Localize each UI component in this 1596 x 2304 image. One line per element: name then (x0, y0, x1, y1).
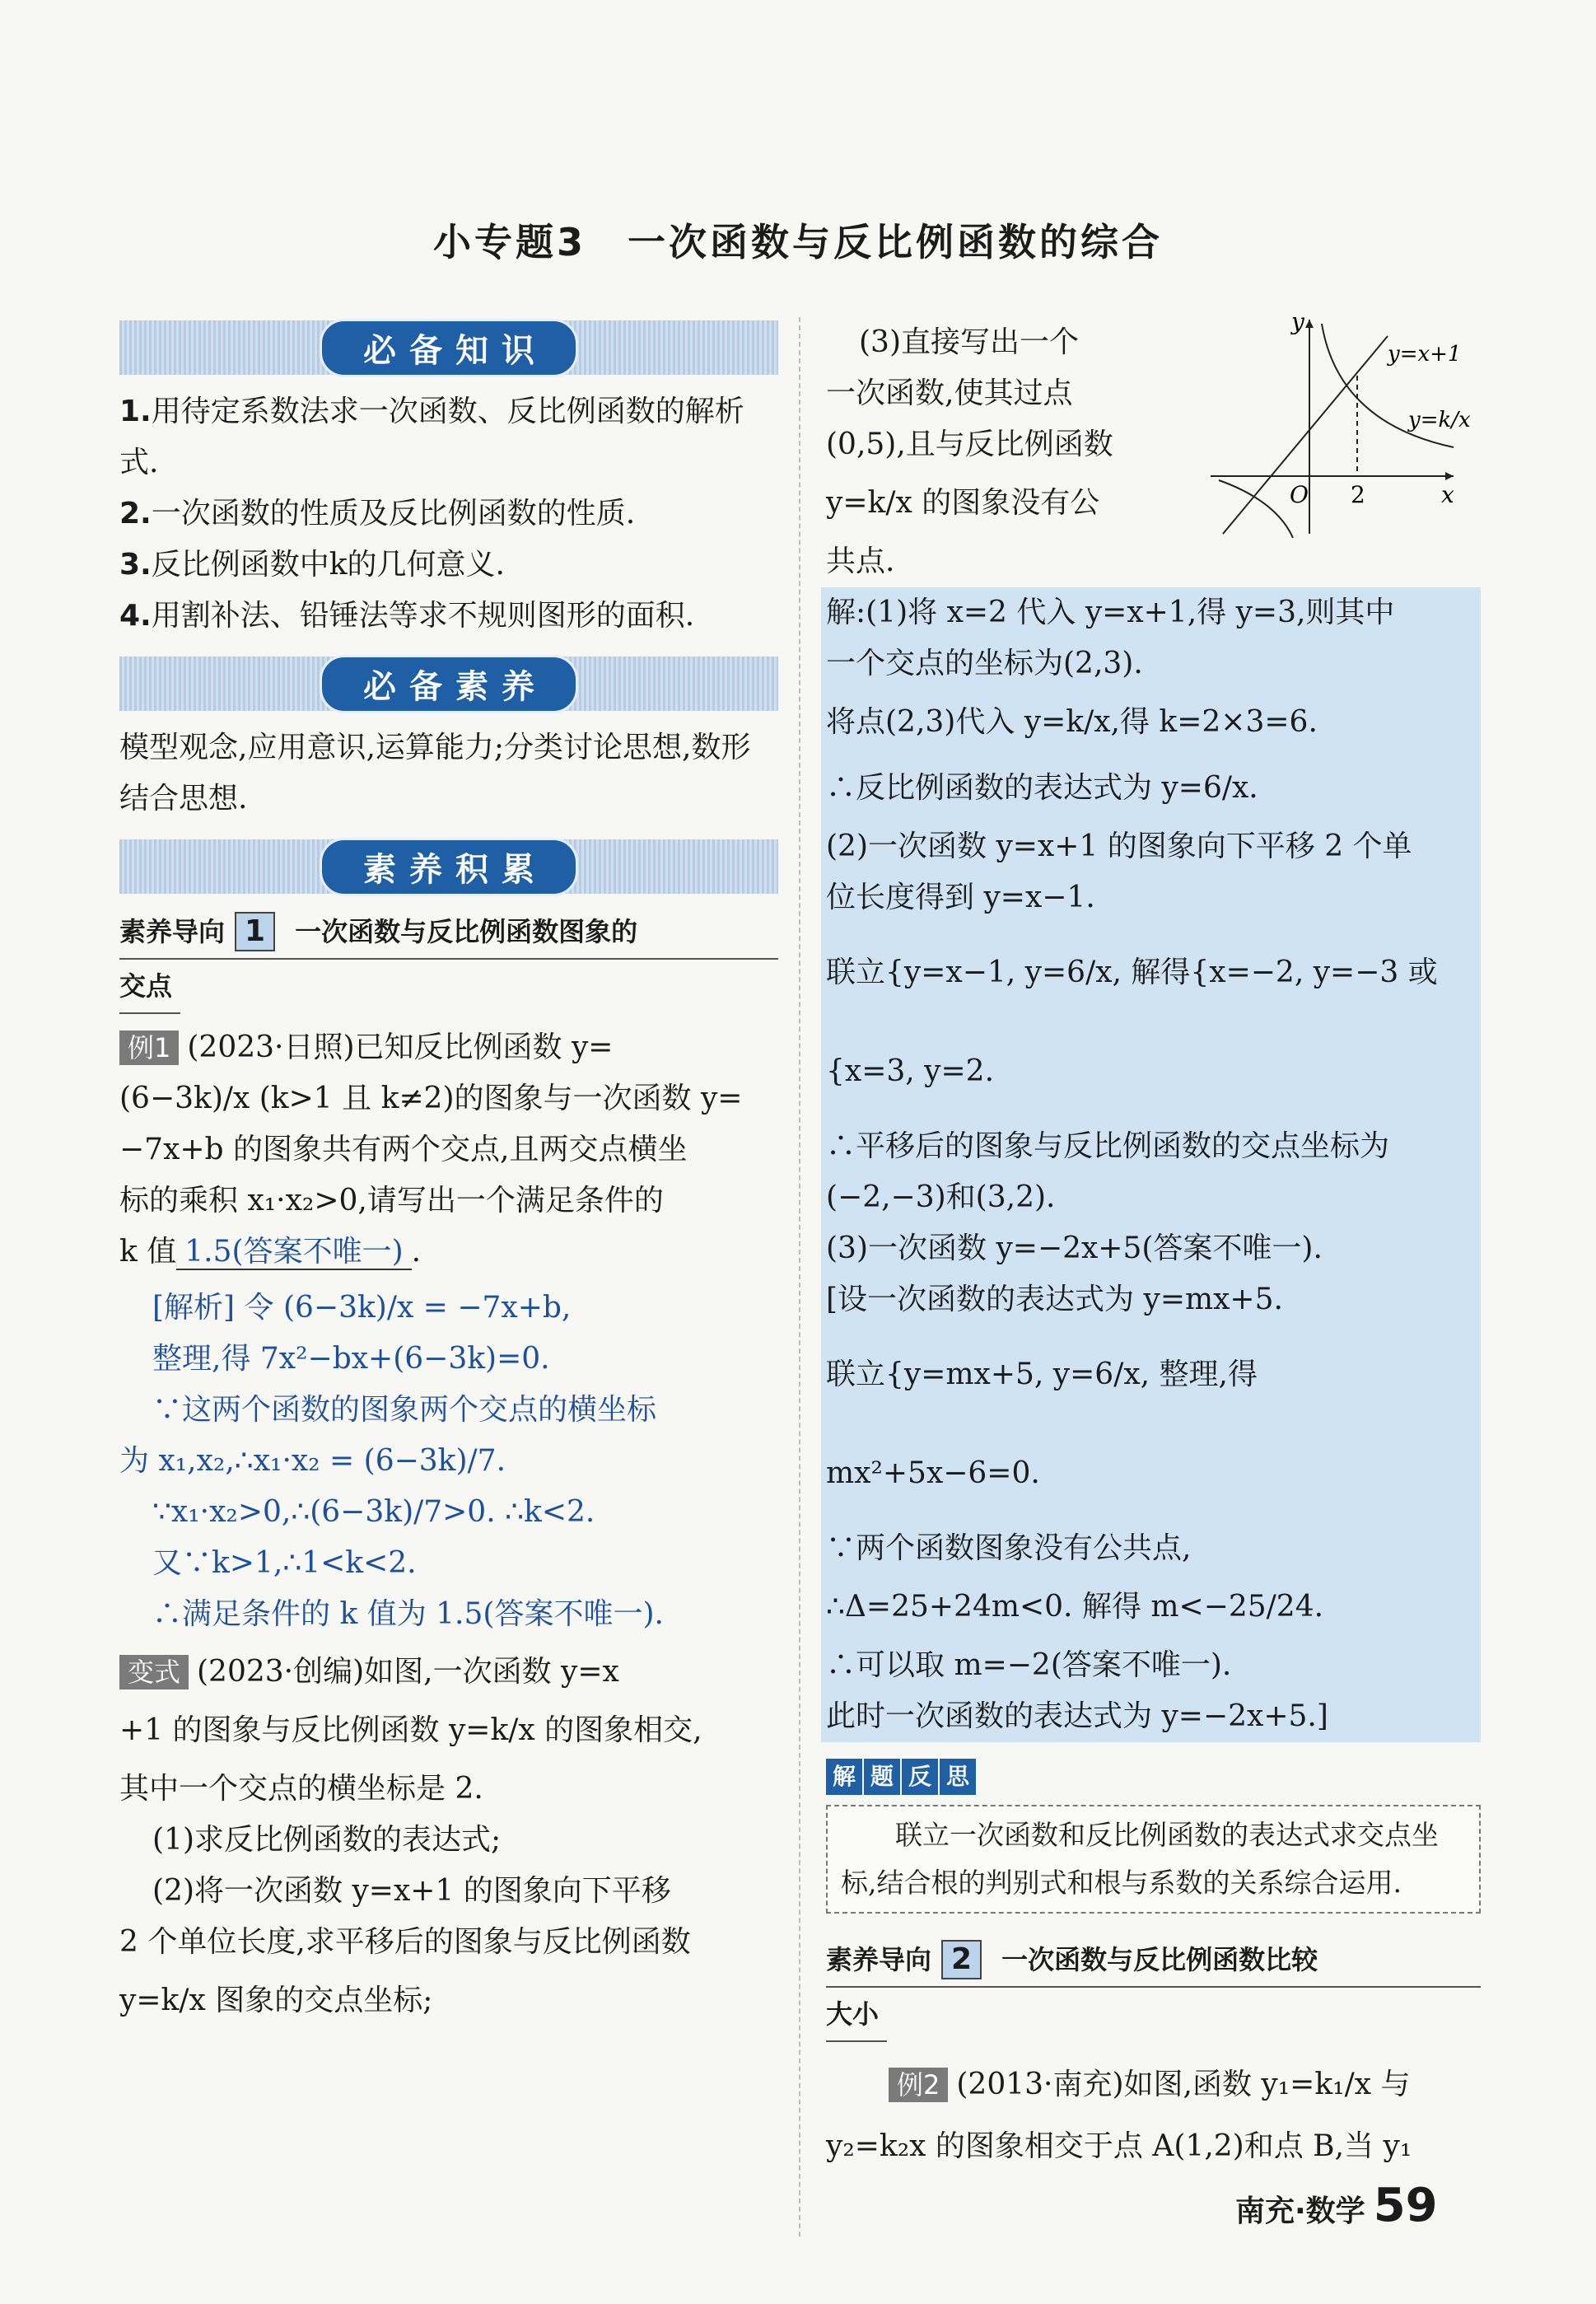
svg-text:y=k/x: y=k/x (1408, 408, 1471, 432)
page-title: 小专题3 一次函数与反比例函数的综合 (432, 220, 1163, 264)
knowledge-item: 2.一次函数的性质及反比例函数的性质. (119, 497, 636, 530)
knowledge-item: 3.反比例函数中k的几何意义. (119, 548, 505, 582)
svg-text:2: 2 (1351, 481, 1365, 508)
svg-text:y: y (1291, 311, 1304, 335)
solution-block: 解:(1)将 x=2 代入 y=x+1,得 y=3,则其中 一个交点的坐标为(2,3). 将点(2,3)代入 y=k/x,得 k=2×3=6. ∴反比例函数的表达式为 y=6/x. (2)一次函数 y=x+1 的图象向下平移 2 个单 位长度得到 y=x−1. 联立{y=x−1, y=6/x, 解得{x=−2, y=−3 或{x=3, y=2. ∴平移后的图象与反比例函数的交点坐标为 (−2,−3)和(3,2). (3)一次函数 y=−2x+5(答案不唯一). [设一次函数的表达式为 y=mx+5. 联立{y=mx+5, y=6/x, 整理,得 mx²+5x−6=0. ∵两个函数图象没有公共点, ∴Δ=25+24m<0. 解得 m<−25/24. ∴可以取 m=−2(答案不唯一). 此时一次函数的表达式为 y=−2x+5.] (821, 587, 1481, 1742)
variant: 变式 (2023·创编)如图,一次函数 y=x (119, 1647, 778, 1698)
topic-1-header: 素养导向 1 一次函数与反比例函数图象的 (119, 905, 778, 960)
svg-text:x: x (1441, 481, 1454, 508)
variant-line: y=k/x 图象的交点坐标; (119, 1984, 433, 2017)
knowledge-item: 4.用割补法、铅锤法等求不规则图形的面积. (119, 599, 695, 633)
topic-2-header: 素养导向 2 一次函数与反比例函数比较 (826, 1933, 1481, 1988)
question-3: (3)直接写出一个 一次函数,使其过点 (0,5),且与反比例函数 y=k/x 的图象没有公 共点. (826, 325, 1113, 578)
knowledge-item: 1.用待定系数法求一次函数、反比例函数的解析式. (119, 395, 744, 479)
analysis-block: [解析] 令 (6−3k)/x = −7x+b, 整理,得 7x²−bx+(6−3k)=0. ∵这两个函数的图象两个交点的横坐标 为 x₁,x₂,∴x₁·x₂ = (6−3k)/7. ∵x₁·x₂>0,∴(6−3k)/7>0. ∴k<2. 又∵k>1,∴1<k<2. ∴满足条件的 k 值为 1.5(答案不唯一). (119, 1291, 664, 1631)
variant-line: (2)将一次函数 y=x+1 的图象向下平移 (152, 1874, 671, 1908)
right-column (826, 317, 1481, 2175)
example-1-line: 标的乘积 x₁·x₂>0,请写出一个满足条件的 (119, 1184, 664, 1217)
example-1-line: −7x+b 的图象共有两个交点,且两交点横坐 (119, 1133, 688, 1166)
left-column (119, 317, 778, 2034)
example-tag: 例2 (889, 2068, 948, 2102)
example-1-line: k 值 1.5(答案不唯一) . (119, 1235, 422, 1269)
column-divider (799, 317, 800, 2236)
variant-line: (1)求反比例函数的表达式; (152, 1823, 502, 1857)
example-tag: 例1 (119, 1030, 179, 1065)
variant-line: +1 的图象与反比例函数 y=k/x 的图象相交, (119, 1713, 702, 1747)
variant-line: 2 个单位长度,求平移后的图象与反比例函数 (119, 1925, 691, 1959)
svg-text:y=x+1: y=x+1 (1388, 342, 1462, 367)
example-1: 例1 (2023·日照)已知反比例函数 y= (119, 1022, 778, 1073)
banner-accumulate: 素养积累 (119, 839, 778, 894)
topic-2-title2: 大小 (826, 1988, 887, 2042)
answer-blank: 1.5(答案不唯一) (176, 1235, 411, 1270)
variant-line: 其中一个交点的横坐标是 2. (119, 1772, 483, 1806)
topic-1-title2: 交点 (119, 960, 180, 1014)
page-number: 59 (1373, 2179, 1438, 2232)
example-2: 例2 (2013·南充)如图,函数 y₁=k₁/x 与 (826, 2052, 1481, 2118)
banner-knowledge: 必备知识 (119, 320, 778, 375)
banner-literacy: 必备素养 (119, 657, 778, 711)
reflect-box: 联立一次函数和反比例函数的表达式求交点坐标,结合根的判别式和根与系数的关系综合运用. (826, 1805, 1481, 1914)
variant-tag: 变式 (119, 1655, 189, 1689)
page-footer: 南充·数学 59 (1235, 2179, 1438, 2232)
svg-text:O: O (1290, 481, 1309, 508)
reflect-tag: 解 题 反 思 (826, 1759, 1481, 1795)
example-2-line: y₂=k₂x 的图象相交于点 A(1,2)和点 B,当 y₁ (826, 2129, 1412, 2163)
literacy-text: 模型观念,应用意识,运算能力;分类讨论思想,数形结合思想. (119, 731, 751, 816)
example-1-line: (6−3k)/x (k>1 且 k≠2)的图象与一次函数 y= (119, 1082, 743, 1115)
